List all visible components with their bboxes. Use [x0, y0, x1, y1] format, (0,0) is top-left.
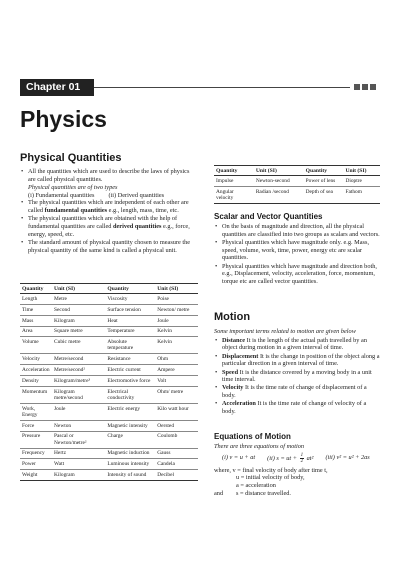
motion-intro: Some important terms related to motion are given below: [214, 328, 356, 335]
table-cell: Metre: [52, 294, 105, 305]
bullet-derived: • The physical quantities which are obtained with the help of fundamental quantities are called derived quantities e.g., force, energy, speed, etc.: [20, 215, 198, 238]
bullet-definition: • All the quantities which are used to describe the laws of physics are called physical quantities.: [20, 168, 198, 183]
table-cell: Kilo watt hour: [155, 403, 198, 420]
table-row: [20, 431, 198, 448]
motion-term-item: • Displacement It is the change in position of the object along a particular direction in a given interval of time.: [214, 353, 380, 368]
motion-terms-list: [214, 337, 380, 416]
table-cell: Electric current: [105, 365, 155, 376]
table-header: Unit (SI): [155, 284, 198, 294]
table-cell: Charge: [105, 431, 155, 448]
table-cell: Kilogram/metre³: [52, 375, 105, 386]
table-row: [20, 420, 198, 431]
table-cell: Density: [20, 375, 52, 386]
where-acceleration: a = acceleration: [236, 482, 276, 490]
table-header: Unit (SI): [254, 166, 304, 176]
table-cell: Fathom: [343, 187, 380, 204]
chapter-label: Chapter 01: [20, 79, 94, 96]
physical-quantities-text: [20, 168, 198, 255]
table-cell: Viscosity: [105, 294, 155, 305]
section-heading-scalar-vector: Scalar and Vector Quantities: [214, 212, 323, 221]
table-cell: Kilogram: [52, 315, 105, 326]
table-header: Quantity: [105, 284, 155, 294]
motion-term-item: • Acceleration It is the time rate of change of velocity of a body.: [214, 400, 380, 415]
table-row: [20, 459, 198, 470]
table-cell: Ohm: [155, 354, 198, 365]
table-cell: Pascal or Newton/metre²: [52, 431, 105, 448]
table-cell: Length: [20, 294, 52, 305]
table-cell: Electromotive force: [105, 375, 155, 386]
table-cell: Time: [20, 305, 52, 316]
table-row: [20, 294, 198, 305]
table-cell: Kilogram metre/second: [52, 386, 105, 403]
table-cell: Force: [20, 420, 52, 431]
table-cell: Gauss: [155, 448, 198, 459]
table-row: [20, 375, 198, 386]
table-cell: Depth of sea: [304, 187, 344, 204]
table-cell: Temperature: [105, 326, 155, 337]
table-cell: Electrical conductivity: [105, 386, 155, 403]
table-cell: Joule: [155, 315, 198, 326]
table-row: [20, 315, 198, 326]
where-initial-velocity: u = initial velocity of body,: [236, 474, 305, 482]
table-row: [20, 326, 198, 337]
table-cell: Absolute temperature: [105, 337, 155, 354]
type-derived: (ii) Derived quantities: [108, 191, 165, 199]
chapter-decoration-icon: [354, 84, 376, 90]
motion-term-item: • Velocity It is the time rate of change of displacement of a body.: [214, 384, 380, 399]
table-row: [20, 403, 198, 420]
table-cell: Coulomb: [155, 431, 198, 448]
equations-block: [214, 443, 380, 498]
table-cell: Luminous intensity: [105, 459, 155, 470]
types-intro: Physical quantities are of two types: [28, 183, 118, 191]
table-cell: Kilogram: [52, 470, 105, 481]
units-table-continued: [214, 165, 380, 204]
table-cell: Kelvin: [155, 326, 198, 337]
table-cell: Volume: [20, 337, 52, 354]
table-cell: Kelvin: [155, 337, 198, 354]
where-list: [214, 474, 380, 497]
table-cell: Dioptre: [343, 176, 380, 187]
table-cell: Power of lens: [304, 176, 344, 187]
type-fundamental: (i) Fundamental quantities: [28, 191, 95, 199]
equations-row: [214, 453, 380, 464]
table-cell: Power: [20, 459, 52, 470]
table-header-row: [20, 284, 198, 294]
table-cell: Ampere: [155, 365, 198, 376]
table-cell: Weight: [20, 470, 52, 481]
table-cell: Area: [20, 326, 52, 337]
table-row: [214, 187, 380, 204]
table-cell: Magnetic induction: [105, 448, 155, 459]
page-title: Physics: [20, 106, 107, 132]
table-cell: Pressure: [20, 431, 52, 448]
table-cell: Watt: [52, 459, 105, 470]
table-cell: Decibel: [155, 470, 198, 481]
table-cell: Radian /second: [254, 187, 304, 204]
table-cell: Square metre: [52, 326, 105, 337]
table-cell: Oersted: [155, 420, 198, 431]
types-list: [20, 192, 198, 200]
table-cell: Joule: [52, 403, 105, 420]
table-cell: Work, Energy: [20, 403, 52, 420]
table-cell: Second: [52, 305, 105, 316]
table-row: [20, 365, 198, 376]
table-row: [20, 386, 198, 403]
table-row: [20, 354, 198, 365]
equations-intro: There are three equations of motion: [214, 443, 305, 450]
table-cell: Newton-second: [254, 176, 304, 187]
table-header: Quantity: [20, 284, 52, 294]
table-cell: Intensity of sound: [105, 470, 155, 481]
table-cell: Momentum: [20, 386, 52, 403]
table-cell: Resistance: [105, 354, 155, 365]
units-table-continued-body: [214, 176, 380, 204]
table-cell: Ohm/ metre: [155, 386, 198, 403]
table-row: [214, 176, 380, 187]
where-distance: s = distance travelled.: [236, 489, 291, 497]
equation-3: (iii) v² = u² + 2as: [325, 454, 370, 462]
table-row: [20, 448, 198, 459]
table-cell: Newton/ metre: [155, 305, 198, 316]
bullet-scalar: • Physical quantities which have magnitude only. e.g. Mass, speed, volume, work, time, power, energy etc are scalar quantities.: [214, 239, 380, 262]
scalar-vector-text: [214, 223, 380, 286]
bullet-unit: • The standard amount of physical quantity chosen to measure the physical quantity of the same kind is called a physical unit.: [20, 239, 198, 254]
table-row: [20, 305, 198, 316]
table-cell: Newton: [52, 420, 105, 431]
table-cell: Metre/second²: [52, 365, 105, 376]
table-row: [20, 337, 198, 354]
table-header: Quantity: [214, 166, 254, 176]
table-cell: Volt: [155, 375, 198, 386]
table-cell: Velocity: [20, 354, 52, 365]
table-cell: Acceleration: [20, 365, 52, 376]
and-label: and: [214, 489, 224, 497]
units-table: [20, 283, 198, 481]
table-cell: Angular velocity: [214, 187, 254, 204]
table-cell: Magnetic intensity: [105, 420, 155, 431]
table-cell: Electric energy: [105, 403, 155, 420]
table-cell: Cubic metre: [52, 337, 105, 354]
motion-term-item: • Speed It is the distance covered by a moving body in a unit time interval.: [214, 369, 380, 384]
section-heading-motion: Motion: [214, 311, 251, 323]
table-cell: Metre/second: [52, 354, 105, 365]
table-header: Unit (SI): [343, 166, 380, 176]
bullet-fundamental: • The physical quantities which are independent of each other are called fundamental quantities e.g., length, mass, time, etc.: [20, 199, 198, 214]
where-intro: where, v = final velocity of body after time t,: [214, 466, 328, 474]
table-header-row: [214, 166, 380, 176]
table-row: [20, 470, 198, 481]
table-cell: Poise: [155, 294, 198, 305]
equation-1: (i) v = u + at: [222, 454, 256, 462]
equation-2: (ii) s = ut + $\frac{1}{2}$ at²: [267, 452, 314, 464]
chapter-divider: [94, 87, 350, 88]
table-cell: Impulse: [214, 176, 254, 187]
table-cell: Heat: [105, 315, 155, 326]
units-table-body: [20, 294, 198, 481]
table-header: Unit (SI): [52, 284, 105, 294]
table-header: Quantity: [304, 166, 344, 176]
bullet-classification: • On the basis of magnitude and direction, all the physical quantities are classified into two groups as scalars and vectors.: [214, 223, 380, 238]
table-cell: Mass: [20, 315, 52, 326]
table-cell: Hertz: [52, 448, 105, 459]
motion-term-item: • Distance It is the length of the actual path travelled by an object during motion in a given interval of time.: [214, 337, 380, 352]
bullet-vector: • Physical quantities which have magnitude and direction both, e.g., Displacement, velocity, acceleration, force, momentum, torque etc are called vector quantities.: [214, 263, 380, 286]
motion-text: [214, 328, 380, 416]
section-heading-physical-quantities: Physical Quantities: [20, 152, 122, 164]
table-cell: Surface tension: [105, 305, 155, 316]
table-cell: Candela: [155, 459, 198, 470]
table-cell: Frequency: [20, 448, 52, 459]
section-heading-equations: Equations of Motion: [214, 432, 291, 441]
